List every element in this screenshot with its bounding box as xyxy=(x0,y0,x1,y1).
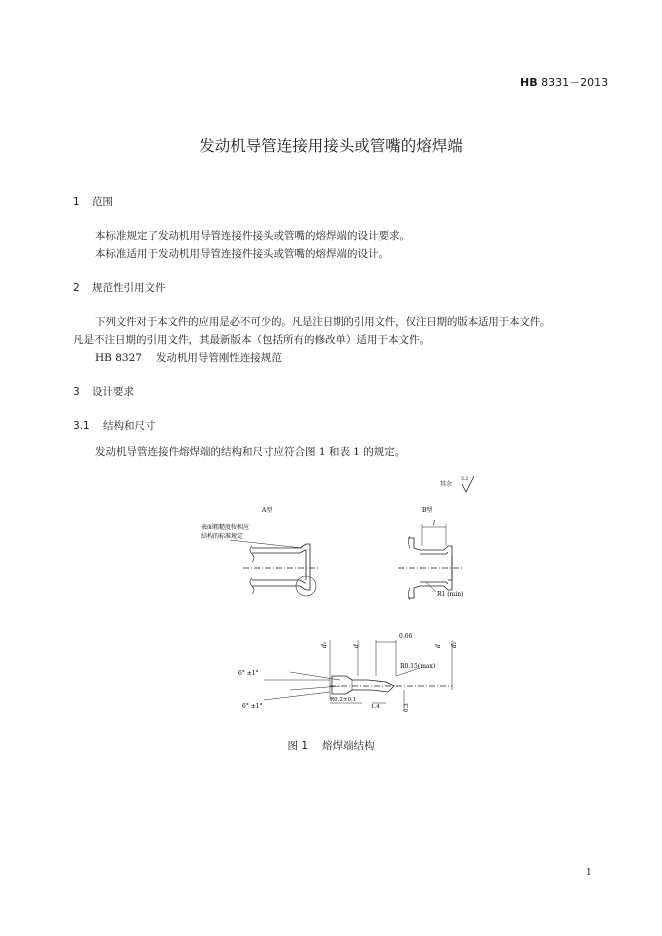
section-number: 2 xyxy=(73,282,80,294)
dim-d: d xyxy=(353,644,360,648)
section-title: 规范性引用文件 xyxy=(92,282,166,294)
paragraph: 发动机导管连接件熔焊端的结构和尺寸应符合图 1 和表 1 的规定。 xyxy=(95,446,406,458)
dim-d-right: d xyxy=(435,644,442,648)
standard-code: 8331－2013 xyxy=(537,76,609,89)
section-number: 3 xyxy=(73,386,80,398)
note-leader xyxy=(230,540,302,548)
section-title: 结构和尺寸 xyxy=(103,420,156,432)
type-a-label: A型 xyxy=(262,507,273,514)
paragraph: 本标准适用于发动机用导管连接件接头或管嘴的熔焊端的设计。 xyxy=(95,248,389,260)
roughness-label: 其余 xyxy=(440,481,453,488)
dim-r015: R0.15(max) xyxy=(400,663,436,670)
figure-caption xyxy=(0,738,662,753)
section-title: 设计要求 xyxy=(92,386,134,398)
dim-angle-2: 6° ±1° xyxy=(242,703,263,710)
section-number: 1 xyxy=(73,196,80,208)
document-title: 发动机导管连接用接头或管嘴的熔焊端 xyxy=(199,137,463,155)
section-title: 范围 xyxy=(92,196,113,208)
page-number: 1 xyxy=(586,868,592,878)
dim-d2: d₂ xyxy=(451,641,458,648)
dim-14: 1.4 xyxy=(371,704,380,710)
section-number: 3.1 xyxy=(73,420,90,432)
dim-d1: d₁ xyxy=(321,641,328,648)
dim-t: 0.3 xyxy=(404,703,410,712)
caption-text: 熔焊端结构 xyxy=(322,740,375,752)
caption-number: 图 1 xyxy=(287,740,309,752)
r1-leader xyxy=(426,582,436,592)
paragraph: 下列文件对于本文件的应用是必不可少的。凡是注日期的引用文件，仅注日期的版本适用于本文件。 xyxy=(95,316,551,328)
reference-title: 发动机用导管刚性连接规范 xyxy=(155,352,282,364)
reference-code: HB 8327 xyxy=(95,352,142,364)
roughness-value: 3.2 xyxy=(461,477,469,482)
paragraph: 凡是不注日期的引用文件，其最新版本（包括所有的修改单）适用于本文件。 xyxy=(73,334,430,346)
dim-r1: R1 (min) xyxy=(437,591,464,598)
dim-066: 0.66 xyxy=(399,633,413,640)
dim-angle-1: 6° ±1° xyxy=(238,670,259,677)
figure-note: 结构的标准规定 xyxy=(201,533,244,540)
type-b-label: B型 xyxy=(422,507,433,514)
dim-l: l xyxy=(433,520,435,527)
figure-note: 表面粗糙度按相应 xyxy=(201,524,250,531)
dim-r02: R0.2±0.1 xyxy=(330,697,357,703)
paragraph: 本标准规定了发动机用导管连接件接头或管嘴的熔焊端的设计要求。 xyxy=(95,230,410,242)
standard-prefix: HB xyxy=(520,76,538,89)
